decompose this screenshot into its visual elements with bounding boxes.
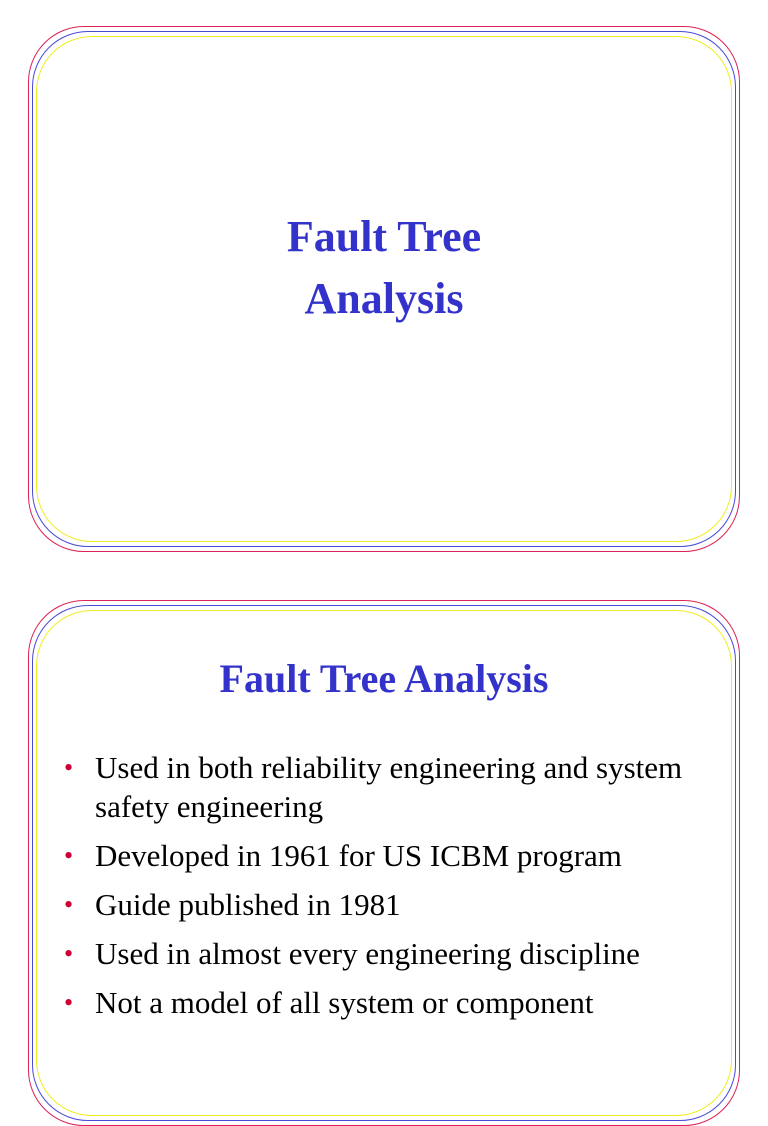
bullet-dot-icon: • — [64, 988, 74, 1017]
bullet-text: Not a model of all system or component — [95, 985, 594, 1020]
bullet-text: Used in almost every engineering discipline — [95, 936, 640, 971]
slide-2-title: Fault Tree Analysis — [219, 656, 549, 701]
bullet-text: Guide published in 1981 — [95, 887, 401, 922]
bullet-dot-icon: • — [64, 753, 74, 782]
slide-1 — [0, 0, 768, 560]
bullet-text: Used in both reliability engineering and system safety engineering — [95, 750, 683, 824]
slide-1-title-line-1: Fault Tree — [286, 212, 482, 261]
list-item — [64, 836, 724, 875]
list-item — [64, 885, 724, 924]
bullet-dot-icon: • — [64, 890, 74, 919]
bullet-list — [64, 748, 724, 1032]
bullet-dot-icon: • — [64, 939, 74, 968]
slide-1-title — [0, 206, 768, 330]
list-item — [64, 983, 724, 1022]
list-item — [64, 934, 724, 973]
slide-2 — [0, 598, 768, 1024]
list-item — [64, 748, 724, 826]
bullet-text: Developed in 1961 for US ICBM program — [95, 838, 622, 873]
slide-1-title-line-2: Analysis — [304, 274, 464, 323]
bullet-dot-icon: • — [64, 841, 74, 870]
